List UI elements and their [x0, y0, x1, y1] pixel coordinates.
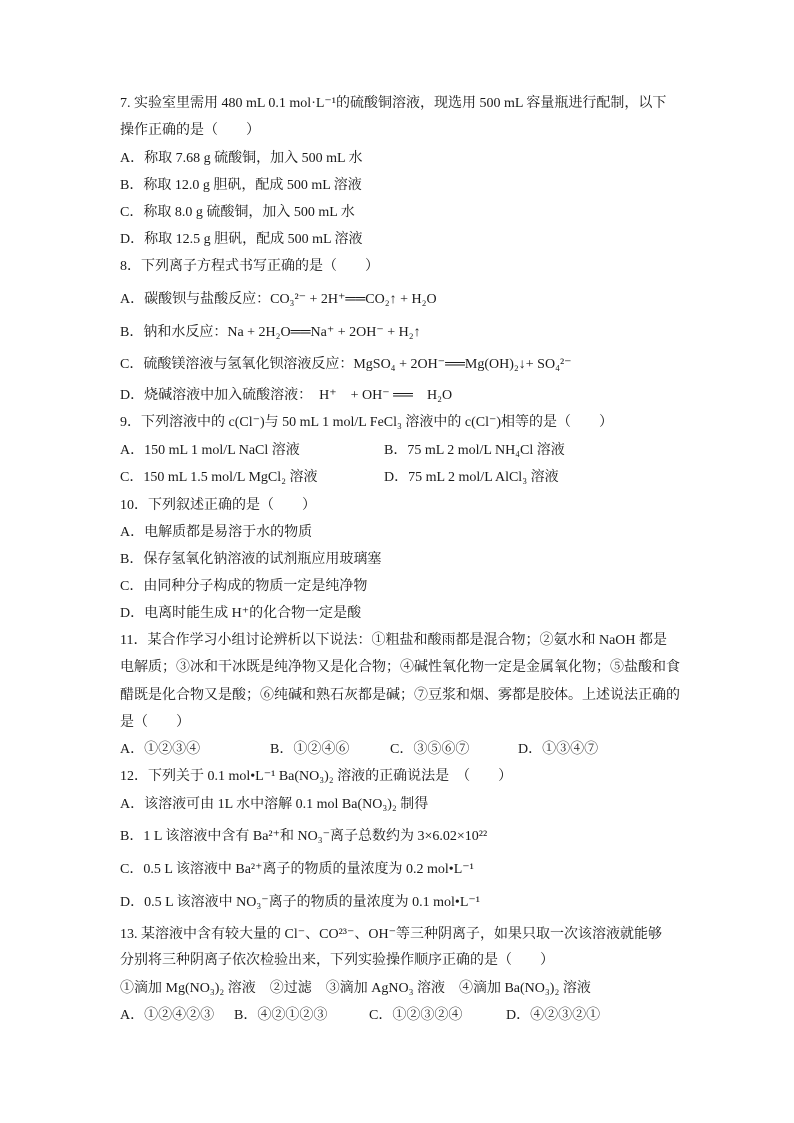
question-11-option-a: A．①②③④ [120, 742, 201, 757]
question-12-option-b: B．1 L 该溶液中含有 Ba²⁺和 NO₃⁻离子总数约为 3×6.02×10²² [120, 829, 488, 844]
question-11-text-line-1: 11．某合作学习小组讨论辨析以下说法：①粗盐和酸雨都是混合物；②氨水和 NaOH 都是 [120, 633, 668, 648]
question-8-option-d: D．烧碱溶液中加入硫酸溶液： H⁺ + OH⁻ ══ H₂O [120, 388, 453, 403]
question-12-text: 12．下列关于 0.1 mol•L⁻¹ Ba(NO₃)₂ 溶液的正确说法是 （ ） [120, 769, 513, 784]
question-7-text-line-1: 7. 实验室里需用 480 mL 0.1 mol·L⁻¹的硫酸铜溶液，现选用 500 mL 容量瓶进行配制，以下 [120, 96, 667, 111]
question-10-option-c: C．由同种分子构成的物质一定是纯净物 [120, 579, 368, 594]
question-13-option-a: A．①②④②③ [120, 1008, 215, 1023]
question-13-text-line-2: 分别将三种阴离子依次检验出来，下列实验操作顺序正确的是（ ） [120, 953, 554, 968]
question-10-option-a: A．电解质都是易溶于水的物质 [120, 525, 313, 540]
question-8-option-a: A．碳酸钡与盐酸反应：CO₃²⁻ + 2H⁺══CO₂↑ + H₂O [120, 292, 437, 307]
question-11-option-c: C．③⑤⑥⑦ [390, 742, 470, 757]
question-12-option-c: C．0.5 L 该溶液中 Ba²⁺离子的物质的量浓度为 0.2 mol•L⁻¹ [120, 862, 474, 877]
question-8-option-c: C．硫酸镁溶液与氢氧化钡溶液反应：MgSO₄ + 2OH⁻══Mg(OH)₂↓+ SO₄²⁻ [120, 357, 572, 372]
question-9-text: 9．下列溶液中的 c(Cl⁻)与 50 mL 1 mol/L FeCl₃ 溶液中的 c(Cl⁻)相等的是（ ） [120, 415, 614, 430]
question-11-text-line-2: 电解质；③冰和干冰既是纯净物又是化合物；④碱性氧化物一定是金属氧化物；⑤盐酸和食 [120, 660, 680, 675]
question-11-text-line-3: 醋既是化合物又是酸；⑥纯碱和熟石灰都是碱；⑦豆浆和烟、雾都是胶体。上述说法正确的 [120, 688, 680, 703]
question-11-option-d: D．①③④⑦ [518, 742, 599, 757]
question-13-text-line-3: ①滴加 Mg(NO₃)₂ 溶液 ②过滤 ③滴加 AgNO₃ 溶液 ④滴加 Ba(NO₃)₂ 溶液 [120, 981, 591, 996]
question-9-option-b: B．75 mL 2 mol/L NH₄Cl 溶液 [384, 443, 565, 458]
question-7-option-a: A．称取 7.68 g 硫酸铜，加入 500 mL 水 [120, 151, 363, 166]
question-7-option-c: C．称取 8.0 g 硫酸铜，加入 500 mL 水 [120, 205, 355, 220]
question-8-text: 8．下列离子方程式书写正确的是（ ） [120, 259, 379, 274]
question-7-option-b: B．称取 12.0 g 胆矾，配成 500 mL 溶液 [120, 178, 362, 193]
question-7-option-d: D．称取 12.5 g 胆矾，配成 500 mL 溶液 [120, 232, 363, 247]
question-11-option-b: B．①②④⑥ [270, 742, 350, 757]
question-13-option-c: C．①②③②④ [369, 1008, 463, 1023]
question-10-option-b: B．保存氢氧化钠溶液的试剂瓶应用玻璃塞 [120, 552, 382, 567]
question-11-text-line-4: 是（ ） [120, 715, 190, 730]
question-8-option-b: B．钠和水反应：Na + 2H₂O══Na⁺ + 2OH⁻ + H₂↑ [120, 325, 421, 340]
question-12-option-a: A．该溶液可由 1L 水中溶解 0.1 mol Ba(NO₃)₂ 制得 [120, 797, 429, 812]
question-9-option-c: C．150 mL 1.5 mol/L MgCl₂ 溶液 [120, 470, 318, 485]
question-9-option-d: D．75 mL 2 mol/L AlCl₃ 溶液 [384, 470, 559, 485]
question-10-text: 10．下列叙述正确的是（ ） [120, 498, 316, 513]
question-13-option-b: B．④②①②③ [234, 1008, 328, 1023]
question-12-option-d: D．0.5 L 该溶液中 NO₃⁻离子的物质的量浓度为 0.1 mol•L⁻¹ [120, 895, 480, 910]
question-13-text-line-1: 13. 某溶液中含有较大量的 Cl⁻、CO²³⁻、OH⁻等三种阴离子，如果只取一次该溶液就能够 [120, 927, 662, 942]
question-13-option-d: D．④②③②① [506, 1008, 601, 1023]
question-10-option-d: D．电离时能生成 H⁺的化合物一定是酸 [120, 606, 362, 621]
question-7-text-line-2: 操作正确的是（ ） [120, 123, 260, 138]
question-9-option-a: A．150 mL 1 mol/L NaCl 溶液 [120, 443, 300, 458]
